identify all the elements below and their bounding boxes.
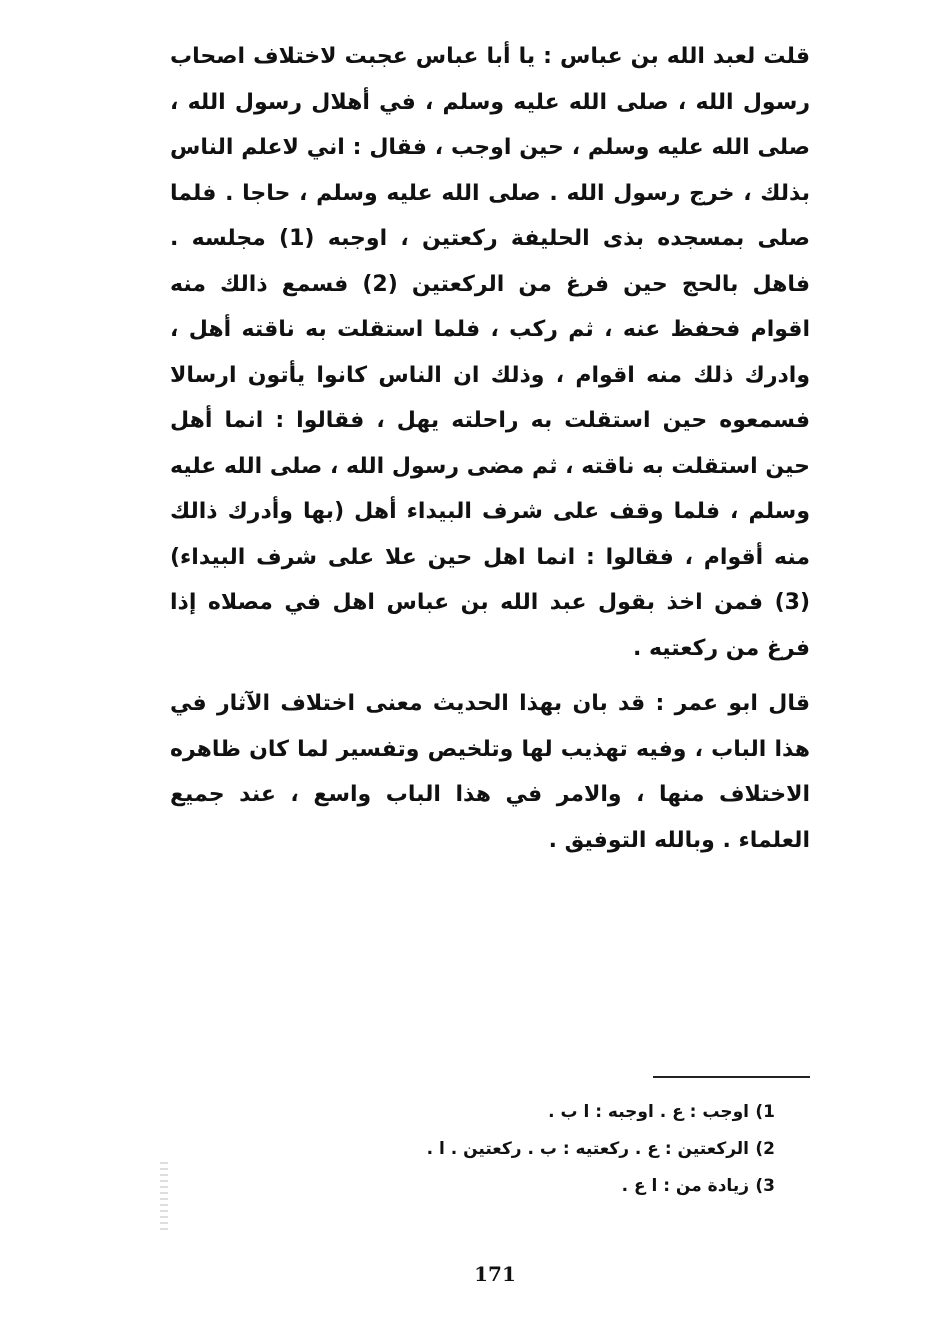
footnote-number: 2) — [755, 1139, 775, 1159]
scan-artifact — [160, 1162, 168, 1232]
footnote-separator — [653, 1076, 810, 1078]
footnote-number: 1) — [755, 1102, 775, 1122]
paragraph-hadith: قلت لعبد الله بن عباس : يا أبا عباس عجبت لاختلاف اصحاب رسول الله ، صلى الله عليه وسلم ، في أهلال رسول الله ، صلى الله عليه وسلم ، حين اوجب ، فقال : اني لاعلم الناس بذلك ، خرج رسول الله . صلى الله عليه وسلم ، حاجا . فلما صلى بمسجده بذى الحليفة ركعتين ، اوجبه (1) مجلسه . فاهل بالحج حين فرغ من الركعتين (2) فسمع ذالك منه اقوام فحفظ عنه ، ثم ركب ، فلما استقلت به ناقته أهل ، وادرك ذلك منه اقوام ، وذلك ان الناس كانوا يأتون ارسالا فسمعوه حين استقلت به راحلته يهل ، فقالوا : انما أهل حين استقلت به ناقته ، ثم مضى رسول الله ، صلى الله عليه وسلم ، فلما وقف على شرف البيداء أهل (بها وأدرك ذالك منه أقوام ، فقالوا : انما اهل حين علا على شرف البيداء) (3) فمن اخذ بقول عبد الله بن عباس اهل في مصلاه إذا فرغ من ركعتيه . — [170, 44, 810, 661]
footnote-text: زيادة من : ا ع . — [621, 1176, 749, 1196]
footnote-text: اوجب : ع . اوجبه : ا ب . — [548, 1102, 749, 1122]
page-number: 171 — [474, 1262, 516, 1286]
footnotes — [300, 1094, 775, 1205]
main-text — [170, 34, 810, 863]
footnote-item — [300, 1131, 775, 1168]
paragraph-commentary: قال ابو عمر : قد بان بهذا الحديث معنى اختلاف الآثار في هذا الباب ، وفيه تهذيب لها وتلخيص وتفسير لما كان ظاهره الاختلاف منها ، والامر في هذا الباب واسع ، عند جميع العلماء . وبالله التوفيق . — [170, 691, 810, 853]
footnote-number: 3) — [755, 1176, 775, 1196]
footnote-item — [300, 1094, 775, 1131]
footnote-text: الركعتين : ع . ركعتيه : ب . ركعتين . ا . — [426, 1139, 749, 1159]
footnote-item — [300, 1168, 775, 1205]
